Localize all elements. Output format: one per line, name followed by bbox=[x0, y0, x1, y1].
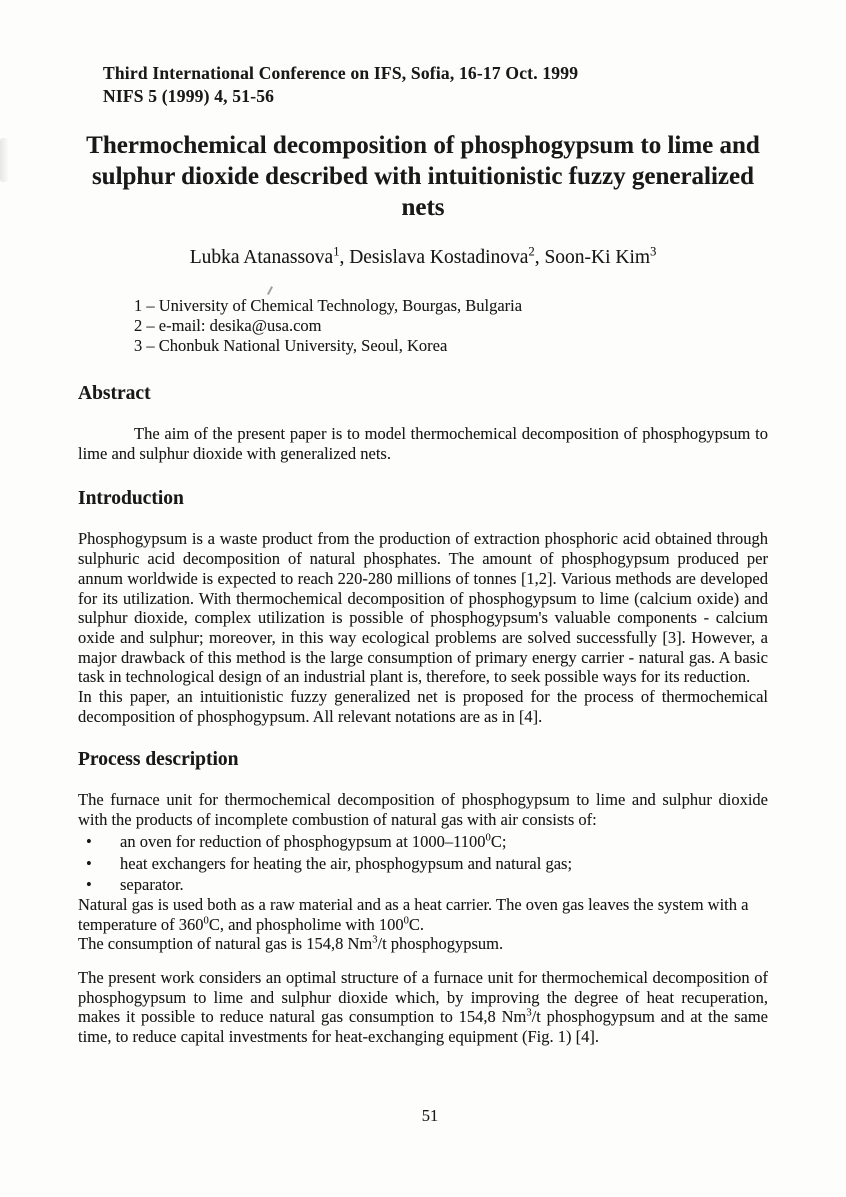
affiliation-item: 1 – University of Chemical Technology, Bourgas, Bulgaria bbox=[134, 296, 523, 315]
bullet-icon: • bbox=[86, 853, 92, 873]
process-description-heading: Process description bbox=[78, 749, 239, 771]
affiliation-item: 3 – Chonbuk National University, Seoul, Korea bbox=[134, 336, 448, 355]
natural-gas-paragraph: Natural gas is used both as a raw material and as a heat carrier. The oven gas leaves the system with a temperature of $360^0C$, and phospholime with $100^0C$. bbox=[78, 894, 749, 934]
authors-line: Lubka Atanassova$^1$, Desislava Kostadinova$^2$, Soon-Ki Kim$^3$ bbox=[189, 244, 657, 268]
paper-title: Thermochemical decomposition of phosphogypsum to lime and sulphur dioxide described with intuitionistic fuzzy generalized nets bbox=[86, 132, 760, 221]
affiliations-block bbox=[134, 296, 768, 356]
bullet-text: an oven for reduction of phosphogypsum at 1000–1100$^0$C; bbox=[120, 831, 507, 851]
bullet-icon: • bbox=[86, 831, 92, 851]
bullet-item-heat-exchangers bbox=[78, 854, 768, 874]
conference-header-line2: NIFS 5 (1999) 4, 51-56 bbox=[103, 86, 275, 106]
bullet-icon: • bbox=[86, 875, 92, 895]
bullet-text: heat exchangers for heating the air, phosphogypsum and natural gas; bbox=[120, 853, 573, 873]
closing-paragraph: The present work considers an optimal structure of a furnace unit for thermochemical decomposition of phosphogypsum to lime and sulphur dioxide which, by improving the degree of heat recuperation, makes it possible to reduce natural gas consumption to 154,8 Nm$^3$/t phosphogypsum and at the same time, to reduce capital investments for heat-exchanging equipment (Fig. 1) [4]. bbox=[78, 968, 768, 1047]
page-number: 51 bbox=[421, 1106, 439, 1125]
abstract-heading: Abstract bbox=[78, 383, 151, 404]
process-intro-paragraph: The furnace unit for thermochemical decomposition of phosphogypsum to lime and sulphur dioxide with the products of incomplete combustion of natural gas with air consists of: bbox=[78, 790, 768, 830]
affiliation-item: 2 – e-mail: desika@usa.com bbox=[134, 316, 322, 335]
bullet-item-separator bbox=[78, 875, 768, 895]
consumption-line: The consumption of natural gas is 154,8 Nm$^3$/t phosphogypsum. bbox=[78, 934, 504, 954]
abstract-paragraph: The aim of the present paper is to model thermochemical decomposition of phosphogypsum to lime and sulphur dioxide with generalized nets. bbox=[78, 424, 768, 463]
scan-artifact-smudge bbox=[0, 138, 9, 182]
bullet-text: separator. bbox=[120, 875, 184, 895]
introduction-heading: Introduction bbox=[78, 488, 184, 510]
conference-header-line1: Third International Conference on IFS, Sofia, 16-17 Oct. 1999 bbox=[103, 63, 579, 83]
introduction-paragraph-1: Phosphogypsum is a waste product from the production of extraction phosphoric acid obtained through sulphuric acid decomposition of natural phosphates. The amount of phosphogypsum produced per annum worldwide is expected to reach 220-280 millions of tonnes [1,2]. Various methods are developed for its utilization. With thermochemical decomposition of phosphogypsum to lime (calcium oxide) and sulphur dioxide, complex utilization is possible of phosphogypsum's valuable components - calcium oxide and sulphur; moreover, in this way ecological problems are solved successfully [3]. However, a major drawback of this method is the large consumption of primary energy carrier - natural gas. A basic task in technological design of an industrial plant is, therefore, to seek possible ways for its reduction. bbox=[78, 529, 768, 687]
introduction-paragraph-2: In this paper, an intuitionistic fuzzy generalized net is proposed for the process of thermochemical decomposition of phosphogypsum. All relevant notations are as in [4]. bbox=[78, 687, 768, 726]
scan-artifact-mark bbox=[267, 286, 273, 295]
conference-header bbox=[103, 62, 768, 108]
bullet-item-oven bbox=[78, 832, 768, 852]
